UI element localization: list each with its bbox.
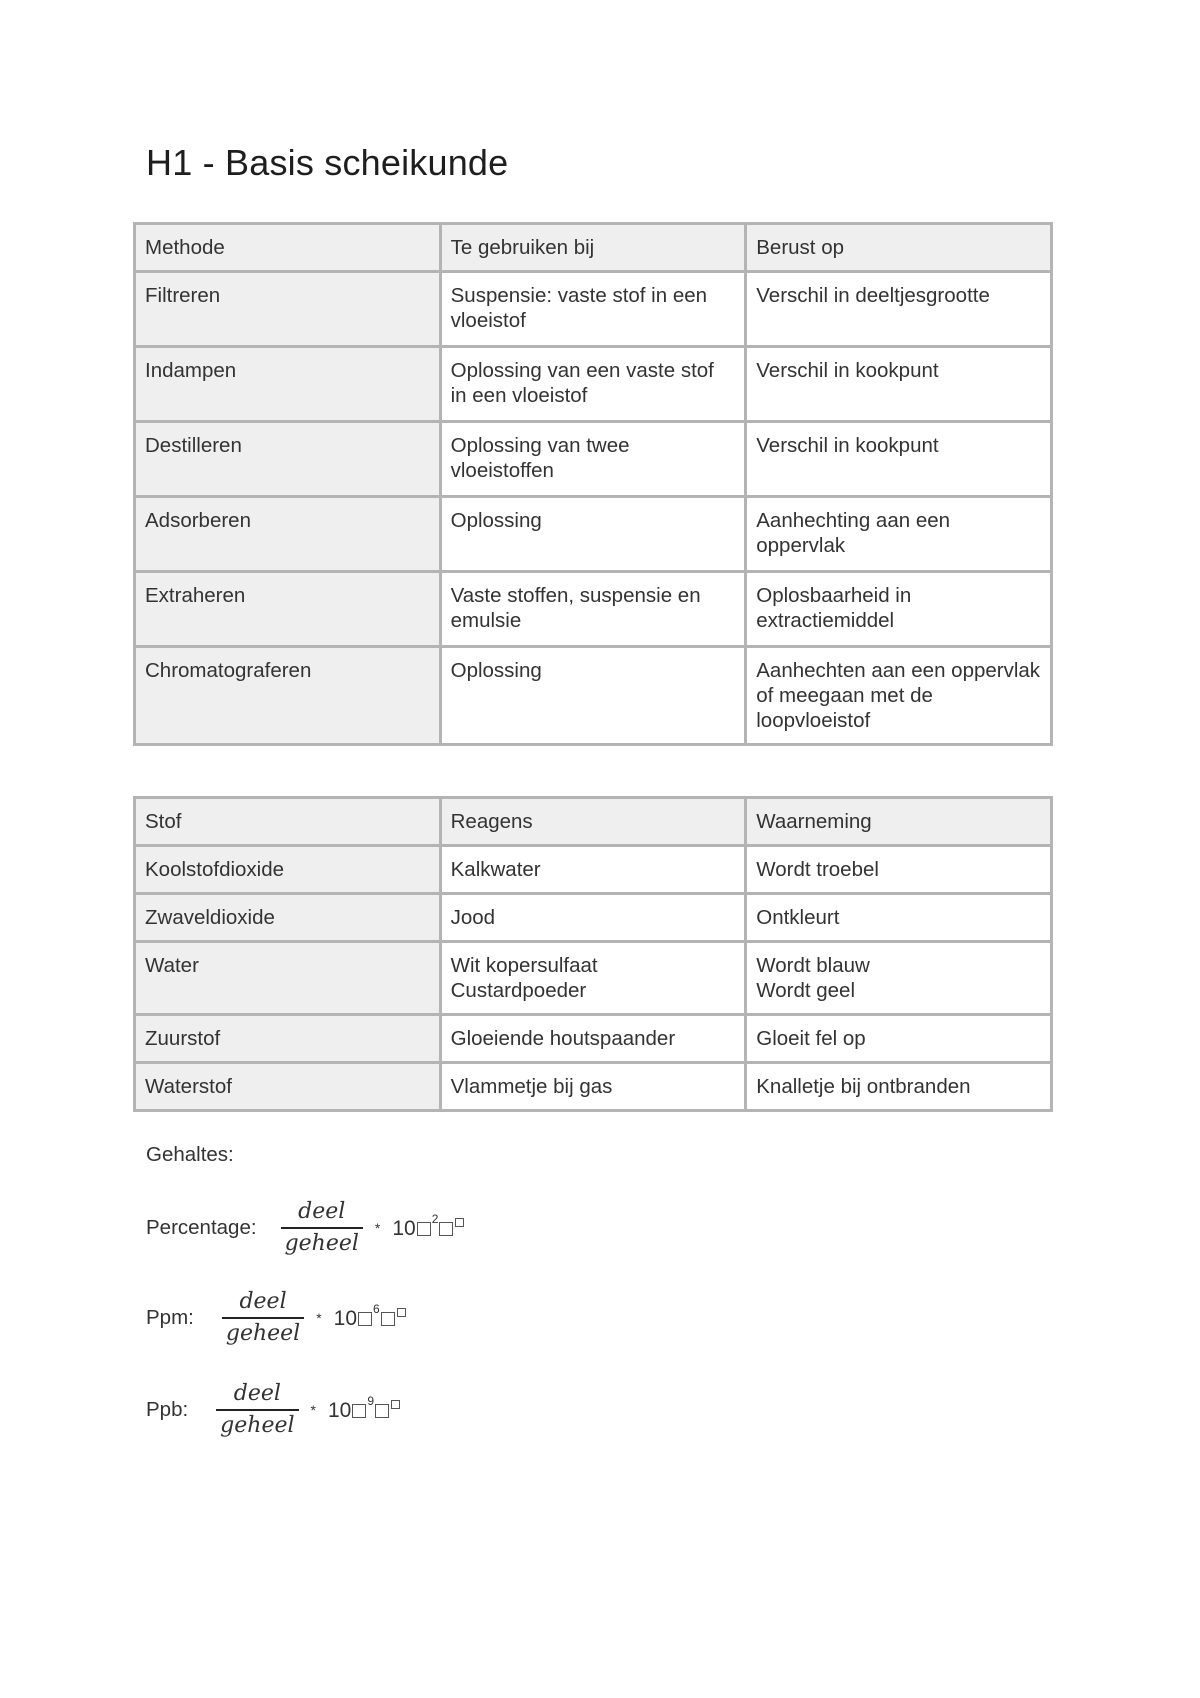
header-cell: Berust op xyxy=(746,224,1052,272)
table-row xyxy=(135,846,1052,894)
table-cell: Oplossing van een vaste stof in een vloeistof xyxy=(440,347,746,422)
table-cell: Extraheren xyxy=(135,572,441,647)
power-exponent: 2 xyxy=(431,1211,439,1226)
power-exponent: 9 xyxy=(367,1393,375,1408)
table-cell: Indampen xyxy=(135,347,441,422)
fraction-denominator: geheel xyxy=(281,1227,363,1258)
page-title: H1 - Basis scheikunde xyxy=(146,142,509,183)
table-cell: Water xyxy=(135,942,441,1015)
table-cell: Aanhechting aan een oppervlak xyxy=(746,497,1052,572)
placeholder-box-icon xyxy=(381,1312,395,1326)
gehaltes-label: Gehaltes: xyxy=(146,1143,234,1166)
formula-ppm xyxy=(146,1288,407,1348)
placeholder-box-icon xyxy=(352,1404,366,1418)
header-cell: Methode xyxy=(135,224,441,272)
power-of-ten xyxy=(333,1301,407,1331)
table-row xyxy=(135,572,1052,647)
table-row xyxy=(135,422,1052,497)
table-cell: Destilleren xyxy=(135,422,441,497)
placeholder-box-icon xyxy=(391,1400,400,1409)
table-cell: Oplossing xyxy=(440,497,746,572)
power-base: 10 xyxy=(327,1398,352,1422)
placeholder-box-icon xyxy=(417,1222,431,1236)
placeholder-box-icon xyxy=(455,1218,464,1227)
table-row xyxy=(135,497,1052,572)
formula-label: Ppm: xyxy=(146,1306,194,1329)
table-cell: Kalkwater xyxy=(440,846,746,894)
header-cell: Waarneming xyxy=(746,798,1052,846)
table-cell: Gloeit fel op xyxy=(746,1015,1052,1063)
table-cell: Aanhechten aan een oppervlak of meegaan met de loopvloeistof xyxy=(746,647,1052,745)
table-cell: Wordt blauw Wordt geel xyxy=(746,942,1052,1015)
table-cell: Oplosbaarheid in extractiemiddel xyxy=(746,572,1052,647)
fraction-numerator: deel xyxy=(239,1289,287,1314)
table-cell: Oplossing van twee vloeistoffen xyxy=(440,422,746,497)
table-cell: Wordt troebel xyxy=(746,846,1052,894)
multiply-sign: * xyxy=(310,1402,316,1418)
table-cell: Jood xyxy=(440,894,746,942)
table-cell: Vlammetje bij gas xyxy=(440,1063,746,1111)
table-cell: Waterstof xyxy=(135,1063,441,1111)
table-row xyxy=(135,942,1052,1015)
header-cell: Reagens xyxy=(440,798,746,846)
table-row xyxy=(135,272,1052,347)
header-cell: Te gebruiken bij xyxy=(440,224,746,272)
table-cell: Gloeiende houtspaander xyxy=(440,1015,746,1063)
power-of-ten xyxy=(392,1211,465,1241)
table-row xyxy=(135,1063,1052,1111)
formula-label: Ppb: xyxy=(146,1398,189,1421)
power-base: 10 xyxy=(333,1306,358,1330)
formula-percentage xyxy=(146,1198,465,1258)
table-cell: Chromatograferen xyxy=(135,647,441,745)
table-cell: Suspensie: vaste stof in een vloeistof xyxy=(440,272,746,347)
fraction-numerator: deel xyxy=(298,1199,346,1224)
table-cell: Verschil in deeltjesgrootte xyxy=(746,272,1052,347)
multiply-sign: * xyxy=(316,1310,322,1326)
power-exponent: 6 xyxy=(373,1301,380,1316)
table-header-row xyxy=(135,798,1052,846)
table-row xyxy=(135,1015,1052,1063)
fraction xyxy=(281,1198,363,1258)
table-header-row xyxy=(135,224,1052,272)
fraction xyxy=(216,1380,298,1440)
power-base: 10 xyxy=(392,1216,416,1240)
fraction-numerator: deel xyxy=(233,1381,281,1406)
table-cell: Verschil in kookpunt xyxy=(746,422,1052,497)
placeholder-box-icon xyxy=(358,1312,372,1326)
table-cell: Koolstofdioxide xyxy=(135,846,441,894)
table-cell: Vaste stoffen, suspensie en emulsie xyxy=(440,572,746,647)
table-cell: Adsorberen xyxy=(135,497,441,572)
table-cell: Knalletje bij ontbranden xyxy=(746,1063,1052,1111)
multiply-sign: * xyxy=(374,1220,381,1236)
reagent-tests-table xyxy=(133,796,1053,1112)
power-of-ten xyxy=(327,1393,401,1423)
table-cell: Wit kopersulfaat Custardpoeder xyxy=(440,942,746,1015)
table-cell: Oplossing xyxy=(440,647,746,745)
table-cell: Ontkleurt xyxy=(746,894,1052,942)
fraction-denominator: geheel xyxy=(222,1317,304,1348)
table-row xyxy=(135,647,1052,745)
separation-methods-table xyxy=(133,222,1053,746)
placeholder-box-icon xyxy=(439,1222,453,1236)
placeholder-box-icon xyxy=(375,1404,389,1418)
fraction xyxy=(222,1288,304,1348)
table-cell: Filtreren xyxy=(135,272,441,347)
table-row xyxy=(135,347,1052,422)
formula-label: Percentage: xyxy=(146,1216,257,1239)
formula-ppb xyxy=(146,1380,401,1440)
fraction-denominator: geheel xyxy=(216,1409,298,1440)
placeholder-box-icon xyxy=(397,1308,406,1317)
header-cell: Stof xyxy=(135,798,441,846)
table-cell: Zuurstof xyxy=(135,1015,441,1063)
table-row xyxy=(135,894,1052,942)
table-cell: Zwaveldioxide xyxy=(135,894,441,942)
table-cell: Verschil in kookpunt xyxy=(746,347,1052,422)
